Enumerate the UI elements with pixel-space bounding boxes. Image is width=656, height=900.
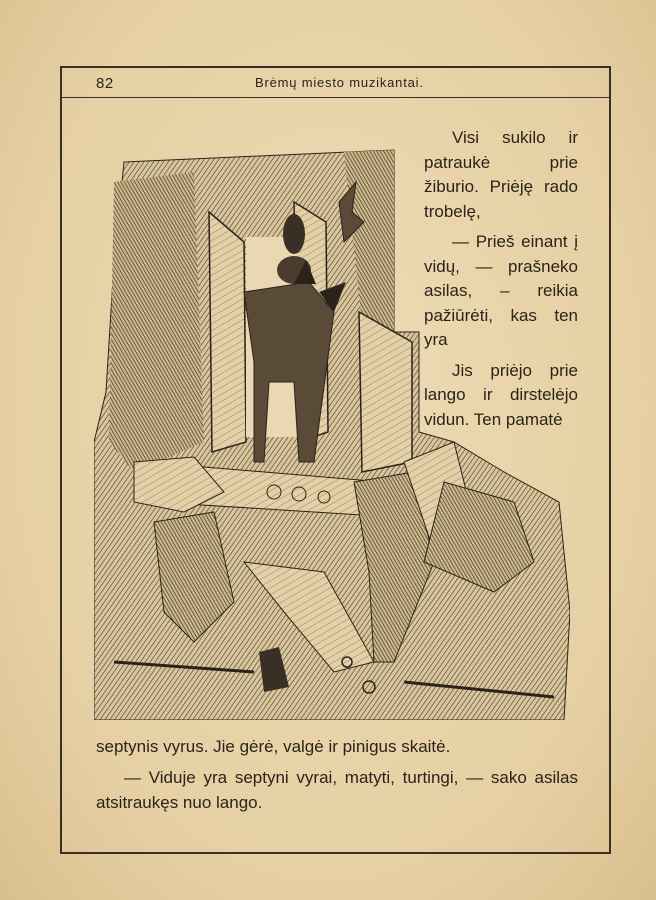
- frame-bottom-rule: [60, 852, 611, 854]
- side-paragraph-2: — Prieš einant į vidų, — prašneko asilas, – reikia pažiūrėti, kas ten yra: [424, 232, 578, 349]
- header-rule: [60, 97, 611, 98]
- frame-right-rule: [609, 66, 611, 854]
- running-title: Brėmų miesto muzikantai.: [255, 75, 424, 90]
- bottom-line-1: septynis vyrus. Jie gėrė, valgė ir pinigus skaitė.: [96, 737, 451, 756]
- bottom-paragraph-2: — Viduje yra septyni vyrai, matyti, turtingi, — sako asilas atsitraukęs nuo lango.: [96, 768, 578, 812]
- frame-top-rule: [60, 66, 611, 68]
- side-paragraph-3: Jis priėjo prie lango ir dirstelėjo vidun. Ten pamatė: [424, 360, 578, 429]
- page-number: 82: [96, 75, 114, 92]
- side-paragraph-1: Visi sukilo ir patraukė prie žiburio. Priėję rado trobelę,: [424, 128, 578, 221]
- bottom-column-text: [96, 734, 578, 815]
- frame-left-rule: [60, 66, 62, 854]
- side-column-text: [424, 126, 578, 432]
